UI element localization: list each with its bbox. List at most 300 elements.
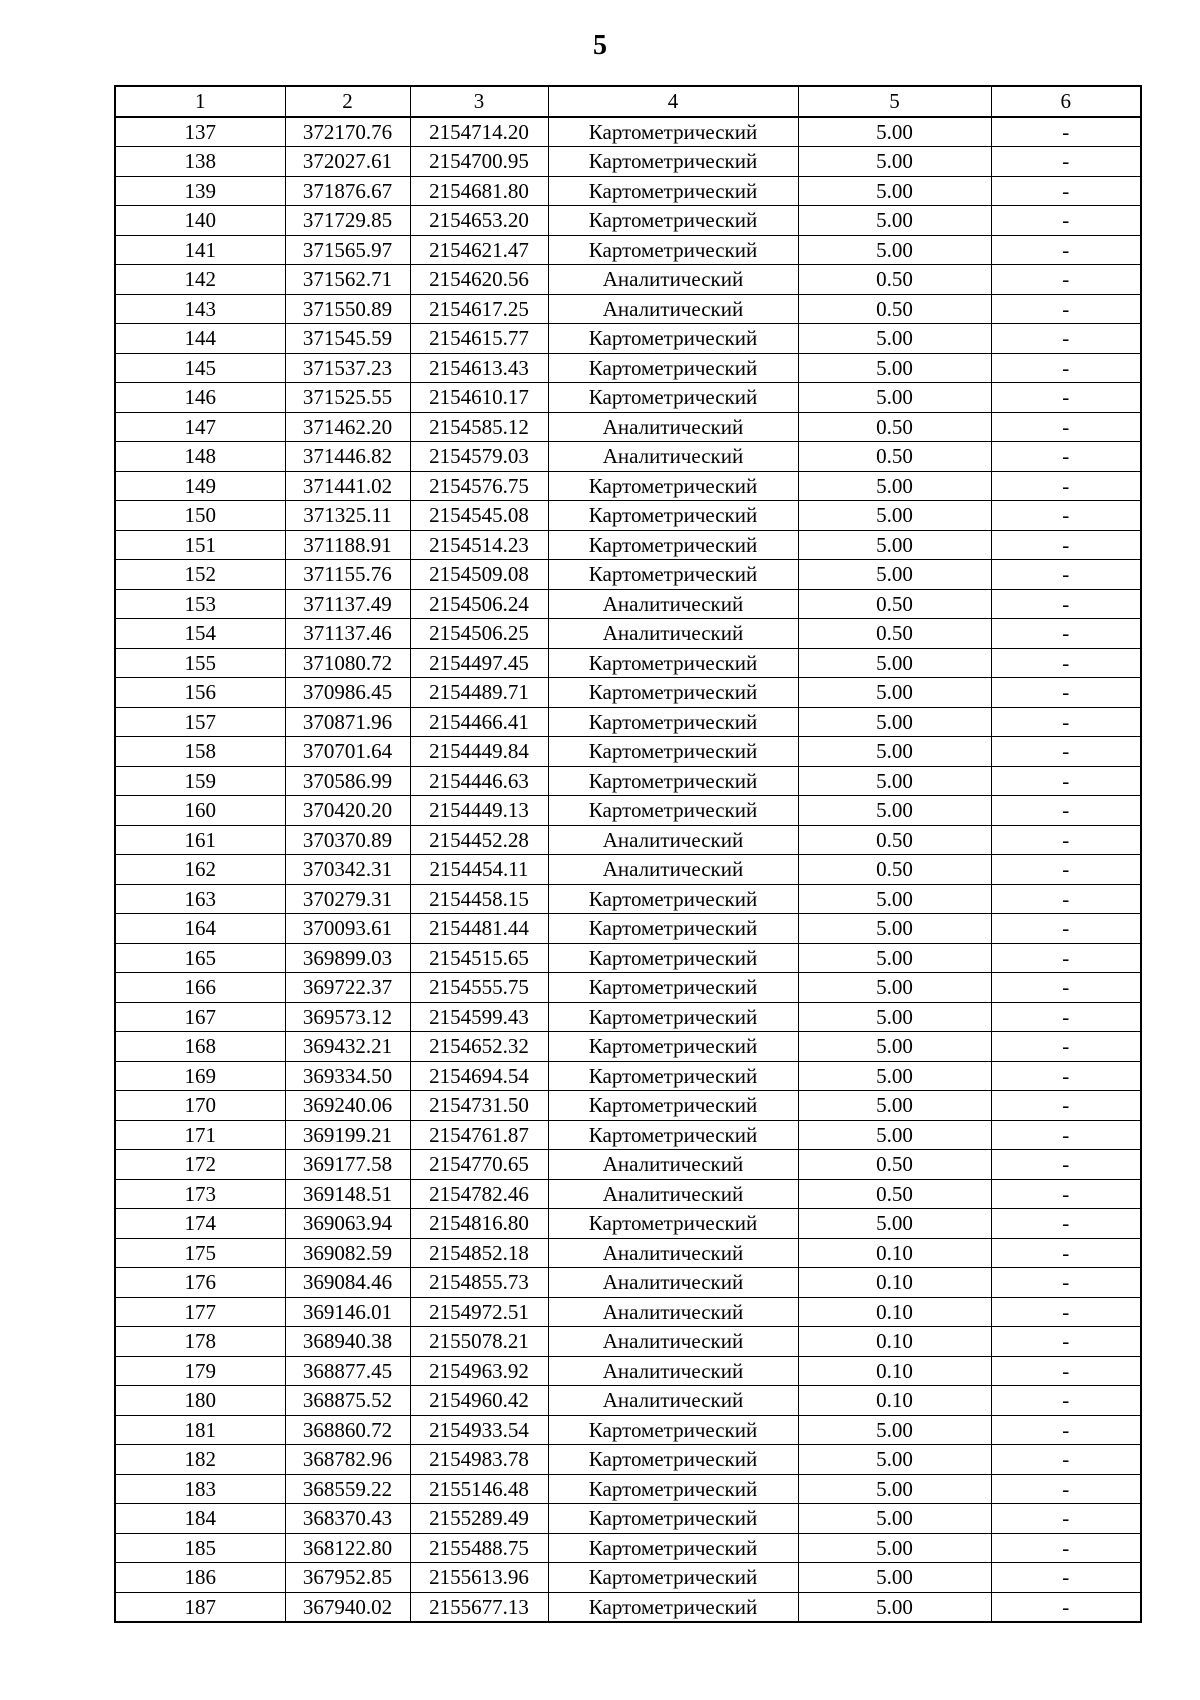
x-coordinate-cell: 371876.67 (285, 176, 410, 206)
method-cell: Аналитический (548, 589, 798, 619)
accuracy-cell: 5.00 (798, 1563, 991, 1593)
y-coordinate-cell: 2154613.43 (410, 353, 548, 383)
method-cell: Аналитический (548, 1150, 798, 1180)
y-coordinate-cell: 2154481.44 (410, 914, 548, 944)
x-coordinate-cell: 371565.97 (285, 235, 410, 265)
point-number-cell: 144 (115, 324, 285, 354)
method-cell: Картометрический (548, 235, 798, 265)
x-coordinate-cell: 370701.64 (285, 737, 410, 767)
table-row (115, 737, 1141, 767)
note-cell: - (991, 176, 1141, 206)
point-number-cell: 171 (115, 1120, 285, 1150)
method-cell: Картометрический (548, 1445, 798, 1475)
method-cell: Картометрический (548, 147, 798, 177)
accuracy-cell: 5.00 (798, 796, 991, 826)
method-cell: Аналитический (548, 1386, 798, 1416)
method-cell: Картометрический (548, 943, 798, 973)
note-cell: - (991, 1415, 1141, 1445)
x-coordinate-cell: 370279.31 (285, 884, 410, 914)
x-coordinate-cell: 367940.02 (285, 1592, 410, 1622)
accuracy-cell: 5.00 (798, 884, 991, 914)
x-coordinate-cell: 371545.59 (285, 324, 410, 354)
table-row (115, 1002, 1141, 1032)
accuracy-cell: 5.00 (798, 1415, 991, 1445)
point-number-cell: 158 (115, 737, 285, 767)
table-row (115, 1327, 1141, 1357)
y-coordinate-cell: 2155677.13 (410, 1592, 548, 1622)
method-cell: Картометрический (548, 530, 798, 560)
table-row (115, 796, 1141, 826)
x-coordinate-cell: 371550.89 (285, 294, 410, 324)
table-row (115, 294, 1141, 324)
method-cell: Аналитический (548, 265, 798, 295)
note-cell: - (991, 471, 1141, 501)
method-cell: Картометрический (548, 1592, 798, 1622)
x-coordinate-cell: 368370.43 (285, 1504, 410, 1534)
point-number-cell: 180 (115, 1386, 285, 1416)
note-cell: - (991, 1533, 1141, 1563)
column-header-5: 5 (798, 86, 991, 117)
x-coordinate-cell: 368877.45 (285, 1356, 410, 1386)
table-row (115, 973, 1141, 1003)
table-row (115, 1445, 1141, 1475)
method-cell: Картометрический (548, 206, 798, 236)
method-cell: Картометрический (548, 1563, 798, 1593)
method-cell: Картометрический (548, 1533, 798, 1563)
accuracy-cell: 0.50 (798, 825, 991, 855)
y-coordinate-cell: 2154617.25 (410, 294, 548, 324)
x-coordinate-cell: 369148.51 (285, 1179, 410, 1209)
point-number-cell: 165 (115, 943, 285, 973)
table-row (115, 235, 1141, 265)
accuracy-cell: 0.10 (798, 1238, 991, 1268)
point-number-cell: 170 (115, 1091, 285, 1121)
point-number-cell: 147 (115, 412, 285, 442)
x-coordinate-cell: 369146.01 (285, 1297, 410, 1327)
table-row (115, 1150, 1141, 1180)
point-number-cell: 175 (115, 1238, 285, 1268)
accuracy-cell: 5.00 (798, 973, 991, 1003)
y-coordinate-cell: 2154446.63 (410, 766, 548, 796)
x-coordinate-cell: 371537.23 (285, 353, 410, 383)
accuracy-cell: 5.00 (798, 914, 991, 944)
note-cell: - (991, 1356, 1141, 1386)
method-cell: Картометрический (548, 471, 798, 501)
table-row (115, 471, 1141, 501)
table-row (115, 1297, 1141, 1327)
point-number-cell: 172 (115, 1150, 285, 1180)
method-cell: Аналитический (548, 1297, 798, 1327)
table-row (115, 1238, 1141, 1268)
table-row (115, 589, 1141, 619)
accuracy-cell: 0.50 (798, 412, 991, 442)
y-coordinate-cell: 2154852.18 (410, 1238, 548, 1268)
note-cell: - (991, 383, 1141, 413)
y-coordinate-cell: 2154714.20 (410, 117, 548, 147)
x-coordinate-cell: 369722.37 (285, 973, 410, 1003)
note-cell: - (991, 530, 1141, 560)
note-cell: - (991, 1032, 1141, 1062)
table-row (115, 1032, 1141, 1062)
y-coordinate-cell: 2154933.54 (410, 1415, 548, 1445)
note-cell: - (991, 1120, 1141, 1150)
table-row (115, 1356, 1141, 1386)
table-row (115, 206, 1141, 236)
y-coordinate-cell: 2154458.15 (410, 884, 548, 914)
accuracy-cell: 5.00 (798, 1474, 991, 1504)
table-row (115, 1474, 1141, 1504)
y-coordinate-cell: 2154449.13 (410, 796, 548, 826)
accuracy-cell: 5.00 (798, 1445, 991, 1475)
accuracy-cell: 5.00 (798, 1091, 991, 1121)
point-number-cell: 153 (115, 589, 285, 619)
y-coordinate-cell: 2154449.84 (410, 737, 548, 767)
point-number-cell: 163 (115, 884, 285, 914)
x-coordinate-cell: 371137.49 (285, 589, 410, 619)
table-row (115, 353, 1141, 383)
accuracy-cell: 5.00 (798, 530, 991, 560)
y-coordinate-cell: 2154454.11 (410, 855, 548, 885)
point-number-cell: 169 (115, 1061, 285, 1091)
y-coordinate-cell: 2154770.65 (410, 1150, 548, 1180)
note-cell: - (991, 412, 1141, 442)
accuracy-cell: 5.00 (798, 1533, 991, 1563)
x-coordinate-cell: 370093.61 (285, 914, 410, 944)
x-coordinate-cell: 368122.80 (285, 1533, 410, 1563)
method-cell: Картометрический (548, 766, 798, 796)
table-row (115, 914, 1141, 944)
table-row (115, 1386, 1141, 1416)
note-cell: - (991, 619, 1141, 649)
x-coordinate-cell: 370342.31 (285, 855, 410, 885)
method-cell: Картометрический (548, 707, 798, 737)
note-cell: - (991, 442, 1141, 472)
y-coordinate-cell: 2154497.45 (410, 648, 548, 678)
note-cell: - (991, 943, 1141, 973)
method-cell: Аналитический (548, 619, 798, 649)
accuracy-cell: 0.50 (798, 294, 991, 324)
y-coordinate-cell: 2154983.78 (410, 1445, 548, 1475)
page-number: 5 (593, 30, 607, 61)
note-cell: - (991, 1297, 1141, 1327)
method-cell: Картометрический (548, 1474, 798, 1504)
point-number-cell: 162 (115, 855, 285, 885)
point-number-cell: 152 (115, 560, 285, 590)
note-cell: - (991, 1002, 1141, 1032)
point-number-cell: 181 (115, 1415, 285, 1445)
x-coordinate-cell: 368860.72 (285, 1415, 410, 1445)
y-coordinate-cell: 2154694.54 (410, 1061, 548, 1091)
point-number-cell: 151 (115, 530, 285, 560)
y-coordinate-cell: 2154506.24 (410, 589, 548, 619)
table-row (115, 383, 1141, 413)
note-cell: - (991, 1386, 1141, 1416)
table-row (115, 147, 1141, 177)
note-cell: - (991, 353, 1141, 383)
note-cell: - (991, 1327, 1141, 1357)
x-coordinate-cell: 369334.50 (285, 1061, 410, 1091)
note-cell: - (991, 117, 1141, 147)
method-cell: Картометрический (548, 914, 798, 944)
point-number-cell: 140 (115, 206, 285, 236)
point-number-cell: 166 (115, 973, 285, 1003)
method-cell: Аналитический (548, 825, 798, 855)
table-row (115, 678, 1141, 708)
table-row (115, 117, 1141, 147)
accuracy-cell: 5.00 (798, 1504, 991, 1534)
note-cell: - (991, 1091, 1141, 1121)
note-cell: - (991, 1061, 1141, 1091)
table-row (115, 619, 1141, 649)
accuracy-cell: 5.00 (798, 766, 991, 796)
x-coordinate-cell: 369573.12 (285, 1002, 410, 1032)
method-cell: Картометрический (548, 176, 798, 206)
point-number-cell: 167 (115, 1002, 285, 1032)
column-header-4: 4 (548, 86, 798, 117)
note-cell: - (991, 973, 1141, 1003)
y-coordinate-cell: 2154700.95 (410, 147, 548, 177)
accuracy-cell: 5.00 (798, 1002, 991, 1032)
y-coordinate-cell: 2154761.87 (410, 1120, 548, 1150)
x-coordinate-cell: 372170.76 (285, 117, 410, 147)
header-row (115, 86, 1141, 117)
table-row (115, 1592, 1141, 1622)
table-row (115, 1091, 1141, 1121)
point-number-cell: 164 (115, 914, 285, 944)
point-number-cell: 177 (115, 1297, 285, 1327)
note-cell: - (991, 560, 1141, 590)
x-coordinate-cell: 370420.20 (285, 796, 410, 826)
accuracy-cell: 0.10 (798, 1268, 991, 1298)
note-cell: - (991, 884, 1141, 914)
point-number-cell: 178 (115, 1327, 285, 1357)
x-coordinate-cell: 372027.61 (285, 147, 410, 177)
y-coordinate-cell: 2154960.42 (410, 1386, 548, 1416)
note-cell: - (991, 1150, 1141, 1180)
method-cell: Аналитический (548, 412, 798, 442)
x-coordinate-cell: 368782.96 (285, 1445, 410, 1475)
method-cell: Картометрический (548, 1032, 798, 1062)
accuracy-cell: 5.00 (798, 176, 991, 206)
accuracy-cell: 0.50 (798, 1179, 991, 1209)
x-coordinate-cell: 369240.06 (285, 1091, 410, 1121)
accuracy-cell: 5.00 (798, 943, 991, 973)
method-cell: Картометрический (548, 648, 798, 678)
note-cell: - (991, 707, 1141, 737)
accuracy-cell: 0.50 (798, 619, 991, 649)
x-coordinate-cell: 368559.22 (285, 1474, 410, 1504)
note-cell: - (991, 324, 1141, 354)
y-coordinate-cell: 2154615.77 (410, 324, 548, 354)
y-coordinate-cell: 2154816.80 (410, 1209, 548, 1239)
x-coordinate-cell: 371525.55 (285, 383, 410, 413)
x-coordinate-cell: 370986.45 (285, 678, 410, 708)
accuracy-cell: 0.50 (798, 265, 991, 295)
point-number-cell: 173 (115, 1179, 285, 1209)
accuracy-cell: 5.00 (798, 353, 991, 383)
table-row (115, 442, 1141, 472)
y-coordinate-cell: 2154452.28 (410, 825, 548, 855)
x-coordinate-cell: 371729.85 (285, 206, 410, 236)
point-number-cell: 141 (115, 235, 285, 265)
point-number-cell: 176 (115, 1268, 285, 1298)
x-coordinate-cell: 371188.91 (285, 530, 410, 560)
point-number-cell: 145 (115, 353, 285, 383)
point-number-cell: 160 (115, 796, 285, 826)
note-cell: - (991, 1563, 1141, 1593)
note-cell: - (991, 1474, 1141, 1504)
method-cell: Картометрический (548, 560, 798, 590)
table-row (115, 707, 1141, 737)
accuracy-cell: 5.00 (798, 324, 991, 354)
y-coordinate-cell: 2154652.32 (410, 1032, 548, 1062)
note-cell: - (991, 147, 1141, 177)
y-coordinate-cell: 2154545.08 (410, 501, 548, 531)
y-coordinate-cell: 2154506.25 (410, 619, 548, 649)
x-coordinate-cell: 369082.59 (285, 1238, 410, 1268)
accuracy-cell: 0.10 (798, 1297, 991, 1327)
accuracy-cell: 5.00 (798, 678, 991, 708)
table-row (115, 943, 1141, 973)
note-cell: - (991, 648, 1141, 678)
method-cell: Картометрический (548, 1002, 798, 1032)
table-row (115, 648, 1141, 678)
note-cell: - (991, 825, 1141, 855)
x-coordinate-cell: 371325.11 (285, 501, 410, 531)
method-cell: Аналитический (548, 1268, 798, 1298)
x-coordinate-cell: 371441.02 (285, 471, 410, 501)
accuracy-cell: 5.00 (798, 707, 991, 737)
x-coordinate-cell: 367952.85 (285, 1563, 410, 1593)
note-cell: - (991, 1445, 1141, 1475)
x-coordinate-cell: 371155.76 (285, 560, 410, 590)
x-coordinate-cell: 371446.82 (285, 442, 410, 472)
note-cell: - (991, 206, 1141, 236)
y-coordinate-cell: 2155078.21 (410, 1327, 548, 1357)
point-number-cell: 182 (115, 1445, 285, 1475)
y-coordinate-cell: 2155488.75 (410, 1533, 548, 1563)
table-row (115, 1504, 1141, 1534)
x-coordinate-cell: 370871.96 (285, 707, 410, 737)
accuracy-cell: 5.00 (798, 1032, 991, 1062)
y-coordinate-cell: 2154653.20 (410, 206, 548, 236)
y-coordinate-cell: 2154610.17 (410, 383, 548, 413)
note-cell: - (991, 766, 1141, 796)
coordinates-table (114, 85, 1142, 1623)
y-coordinate-cell: 2155613.96 (410, 1563, 548, 1593)
table-row (115, 884, 1141, 914)
y-coordinate-cell: 2154621.47 (410, 235, 548, 265)
point-number-cell: 156 (115, 678, 285, 708)
accuracy-cell: 0.10 (798, 1386, 991, 1416)
y-coordinate-cell: 2154620.56 (410, 265, 548, 295)
x-coordinate-cell: 371080.72 (285, 648, 410, 678)
method-cell: Картометрический (548, 1061, 798, 1091)
note-cell: - (991, 737, 1141, 767)
point-number-cell: 137 (115, 117, 285, 147)
accuracy-cell: 0.50 (798, 442, 991, 472)
accuracy-cell: 5.00 (798, 560, 991, 590)
method-cell: Аналитический (548, 1356, 798, 1386)
accuracy-cell: 5.00 (798, 383, 991, 413)
method-cell: Картометрический (548, 1091, 798, 1121)
point-number-cell: 139 (115, 176, 285, 206)
note-cell: - (991, 235, 1141, 265)
point-number-cell: 174 (115, 1209, 285, 1239)
note-cell: - (991, 1592, 1141, 1622)
x-coordinate-cell: 368875.52 (285, 1386, 410, 1416)
table-row (115, 1209, 1141, 1239)
table-row (115, 176, 1141, 206)
accuracy-cell: 5.00 (798, 1209, 991, 1239)
table-row (115, 1533, 1141, 1563)
x-coordinate-cell: 368940.38 (285, 1327, 410, 1357)
x-coordinate-cell: 369063.94 (285, 1209, 410, 1239)
x-coordinate-cell: 369177.58 (285, 1150, 410, 1180)
accuracy-cell: 5.00 (798, 471, 991, 501)
table-row (115, 265, 1141, 295)
x-coordinate-cell: 369084.46 (285, 1268, 410, 1298)
method-cell: Аналитический (548, 442, 798, 472)
x-coordinate-cell: 371562.71 (285, 265, 410, 295)
note-cell: - (991, 678, 1141, 708)
accuracy-cell: 0.10 (798, 1356, 991, 1386)
note-cell: - (991, 1238, 1141, 1268)
note-cell: - (991, 855, 1141, 885)
note-cell: - (991, 1179, 1141, 1209)
x-coordinate-cell: 369432.21 (285, 1032, 410, 1062)
table-row (115, 560, 1141, 590)
accuracy-cell: 5.00 (798, 206, 991, 236)
method-cell: Картометрический (548, 796, 798, 826)
accuracy-cell: 0.50 (798, 855, 991, 885)
x-coordinate-cell: 369899.03 (285, 943, 410, 973)
point-number-cell: 159 (115, 766, 285, 796)
y-coordinate-cell: 2154731.50 (410, 1091, 548, 1121)
y-coordinate-cell: 2154515.65 (410, 943, 548, 973)
accuracy-cell: 5.00 (798, 1120, 991, 1150)
method-cell: Аналитический (548, 1238, 798, 1268)
column-header-6: 6 (991, 86, 1141, 117)
note-cell: - (991, 589, 1141, 619)
point-number-cell: 146 (115, 383, 285, 413)
y-coordinate-cell: 2155289.49 (410, 1504, 548, 1534)
method-cell: Аналитический (548, 1327, 798, 1357)
note-cell: - (991, 796, 1141, 826)
method-cell: Аналитический (548, 294, 798, 324)
y-coordinate-cell: 2154963.92 (410, 1356, 548, 1386)
point-number-cell: 138 (115, 147, 285, 177)
method-cell: Аналитический (548, 1179, 798, 1209)
y-coordinate-cell: 2154466.41 (410, 707, 548, 737)
table-row (115, 855, 1141, 885)
x-coordinate-cell: 371137.46 (285, 619, 410, 649)
accuracy-cell: 0.50 (798, 589, 991, 619)
method-cell: Картометрический (548, 678, 798, 708)
table-row (115, 1179, 1141, 1209)
column-header-2: 2 (285, 86, 410, 117)
table-row (115, 825, 1141, 855)
method-cell: Картометрический (548, 884, 798, 914)
y-coordinate-cell: 2154579.03 (410, 442, 548, 472)
point-number-cell: 184 (115, 1504, 285, 1534)
column-header-1: 1 (115, 86, 285, 117)
point-number-cell: 150 (115, 501, 285, 531)
point-number-cell: 142 (115, 265, 285, 295)
table-row (115, 1268, 1141, 1298)
method-cell: Картометрический (548, 501, 798, 531)
y-coordinate-cell: 2154514.23 (410, 530, 548, 560)
